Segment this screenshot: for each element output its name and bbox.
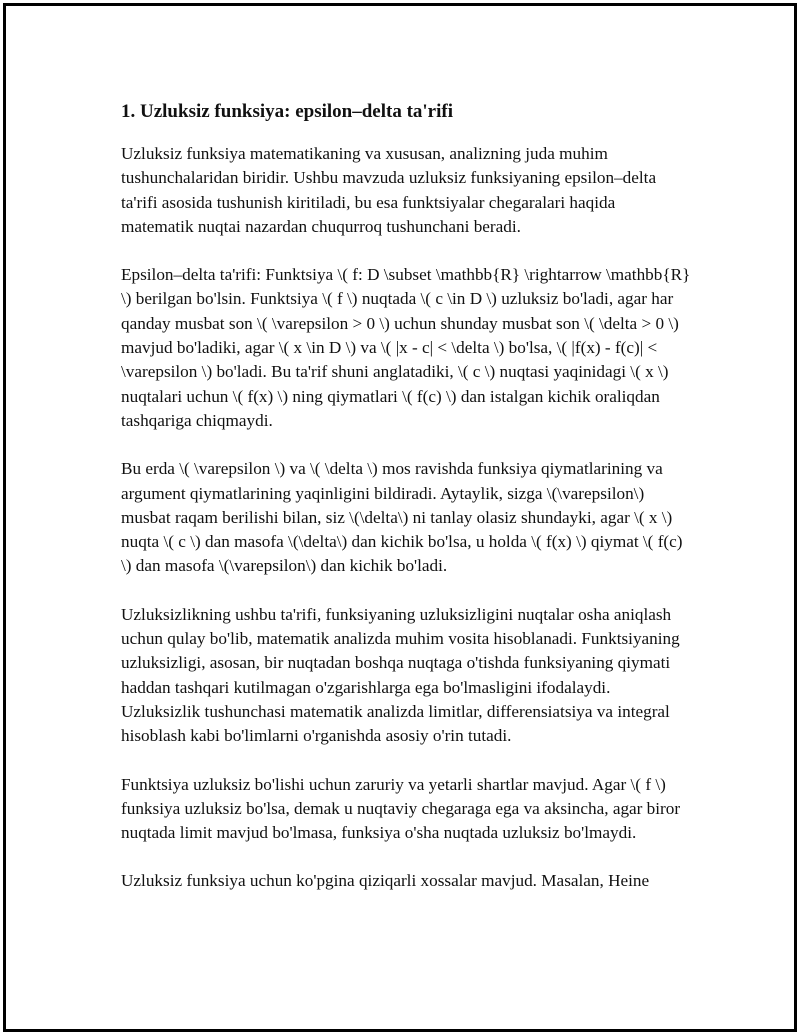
paragraph-properties: Uzluksiz funksiya uchun ko'pgina qiziqarli xossalar mavjud. Masalan, Heine bbox=[121, 871, 650, 891]
section-heading: 1. Uzluksiz funksiya: epsilon–delta ta'rifi bbox=[121, 101, 453, 122]
document-body bbox=[121, 99, 691, 918]
page-frame bbox=[3, 3, 797, 1032]
paragraph-explanation: Bu erda \( \varepsilon \) va \( \delta \) mos ravishda funksiya qiymatlarining va argument qiymatlarining yaqinligini bildiradi. Aytaylik, sizga \(\varepsilon\) musbat raqam berilishi bilan, siz \(\delta\) ni tanlay olasiz shundayki, agar \( x \) nuqta \( c \) dan masofa \(\delta\) dan kichik bo'lsa, u holda \( f(x) \) qiymat \( f(c) \) dan masofa \(\varepsilon\) dan kichik bo'ladi. bbox=[121, 459, 683, 576]
paragraph-conditions: Funktsiya uzluksiz bo'lishi uchun zaruriy va yetarli shartlar mavjud. Agar \( f \) funksiya uzluksiz bo'lsa, demak u nuqtaviy chegaraga ega va aksincha, agar biror nuqtada limit mavjud bo'lmasa, funksiya o'sha nuqtada uzluksiz bo'lmaydi. bbox=[121, 774, 681, 843]
paragraph-significance: Uzluksizlikning ushbu ta'rifi, funksiyaning uzluksizligini nuqtalar osha aniqlash uchun qulay bo'lib, matematik analizda muhim vosita hisoblanadi. Funktsiyaning uzluksizligi, asosan, bir nuqtadan boshqa nuqtaga o'tishda funksiyaning qiymati haddan tashqari kutilmagan o'zgarishlarga ega bo'lmasligini ifodalaydi. Uzluksizlik tushunchasi matematik analizda limitlar, differensiatsiya va integral hisoblash kabi bo'limlarni o'rganishda asosiy o'rin tutadi. bbox=[121, 604, 680, 746]
paragraph-definition: Epsilon–delta ta'rifi: Funktsiya \( f: D \subset \mathbb{R} \rightarrow \mathbb{R} \) berilgan bo'lsin. Funktsiya \( f \) nuqtada \( c \in D \) uzluksiz bo'ladi, agar har qanday musbat son \( \varepsilon > 0 \) uchun shunday musbat son \( \delta > 0 \) mavjud bo'ladiki, agar \( x \in D \) va \( |x - c| < \delta \) bo'lsa, \( |f(x) - f(c)| < \varepsilon \) bo'ladi. Bu ta'rif shuni anglatadiki, \( c \) nuqtasi yaqinidagi \( x \) nuqtalari uchun \( f(x) \) ning qiymatlari \( f(c) \) dan istalgan kichik oraliqdan tashqariga chiqmaydi. bbox=[121, 265, 691, 430]
paragraph-intro: Uzluksiz funksiya matematikaning va xususan, analizning juda muhim tushunchalaridan biridir. Ushbu mavzuda uzluksiz funksiyaning epsilon–delta ta'rifi asosida tushunish kiritiladi, bu esa funktsiyalar chegaralari haqida matematik nuqtai nazardan chuqurroq tushunchani beradi. bbox=[121, 144, 657, 236]
